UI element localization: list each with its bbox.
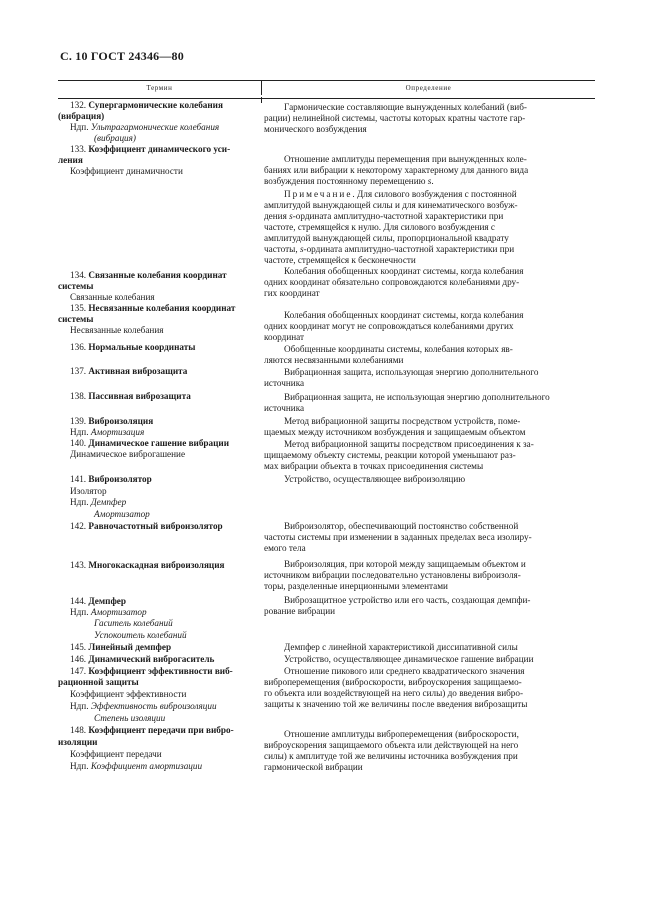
definition-line	[264, 176, 434, 187]
definition-line-text: частоты системы при изменении в заданных пределах веса изолиру-	[264, 532, 532, 542]
term-line	[58, 281, 93, 292]
term-line-text: Амортизатор	[94, 509, 150, 519]
definition-line-text: Отношение пикового или среднего квадратического значения	[284, 666, 525, 676]
term-line-text: Супергармонические колебания	[88, 100, 223, 110]
term-line-text: Демпфер	[88, 596, 126, 606]
definition-line	[264, 165, 528, 176]
term-line-text: Амортизатор	[90, 607, 147, 617]
term-line-text: Нормальные координаты	[88, 342, 196, 352]
term-line-text: 132.	[70, 100, 89, 110]
definition-line	[264, 699, 527, 710]
term-line-text: ления	[58, 155, 83, 165]
term-line-text: Демпфер	[90, 497, 127, 507]
definition-line	[264, 677, 522, 688]
definition-line-text: .	[431, 176, 434, 186]
definition-line-text: щищаемому объекту системы, реакции которой уменьшают раз-	[264, 450, 516, 460]
term-line	[58, 314, 93, 325]
definition-line	[264, 559, 526, 570]
column-header-definition: Определение	[405, 84, 452, 92]
term-line	[58, 677, 139, 688]
definition-line	[264, 233, 509, 244]
column-header-term: Термин	[146, 84, 173, 92]
definition-line-text: s	[289, 211, 293, 221]
definition-line-text: Отношение амплитуды перемещения при вынужденных коле-	[284, 154, 527, 164]
definition-line-text: . Для силового возбуждения с постоянной	[352, 189, 517, 199]
term-line	[58, 737, 97, 748]
definition-line	[264, 266, 523, 277]
definition-line-text: Гармонические составляющие вынужденных колебаний (виб-	[284, 102, 527, 112]
definition-line-text: мах вибрации объекта в точках присоединения системы	[264, 461, 484, 471]
definition-line	[264, 581, 448, 592]
term-line	[58, 144, 230, 155]
definition-line	[264, 355, 403, 366]
term-line-text: 133.	[70, 144, 89, 154]
definition-line	[264, 255, 416, 266]
definition-line	[264, 124, 367, 135]
term-line-text: Равночастотный виброизолятор	[88, 521, 223, 531]
definition-line-text: ляются несвязанными колебаниями	[264, 355, 404, 365]
definition-line-text: s	[299, 244, 304, 254]
definition-line-text: -ордината амплитудно-частотной характеристики при	[292, 211, 504, 221]
definition-line-text: частоте, стремящейся к нулю. Для силового возбуждения с	[264, 222, 496, 232]
term-line-text: Связанные колебания	[70, 292, 155, 302]
definition-line-text: Колебания обобщенных координат системы, когда колебания	[284, 310, 524, 320]
definition-line	[264, 344, 513, 355]
term-line	[58, 166, 183, 177]
term-line-text: 138.	[70, 391, 89, 401]
term-line	[58, 630, 187, 641]
definition-line-text: Виброизоляция, при которой между защищаемым объектом и	[284, 559, 526, 569]
definition-line-text: гих координат	[264, 288, 320, 298]
term-line-text: 146.	[70, 654, 89, 664]
term-line	[58, 749, 162, 760]
definition-line	[264, 543, 306, 554]
term-line-text: Эффективность виброизоляции	[90, 701, 217, 711]
term-line-text: Ндп.	[70, 761, 91, 771]
definition-line	[264, 244, 514, 255]
definition-line	[264, 211, 503, 222]
term-line-text: Ндп.	[70, 427, 91, 437]
definition-line-text: щаемых между источником возбуждения и защищаемым объектом	[264, 427, 526, 437]
definition-line	[264, 367, 538, 378]
term-line-text: Ндп.	[70, 701, 91, 711]
term-line	[58, 438, 229, 449]
term-line-text: Гаситель колебаний	[94, 618, 173, 628]
term-line-text: 139.	[70, 416, 89, 426]
definition-line-text: Примечание	[284, 189, 353, 199]
term-line-text: Коэффициент амортизации	[90, 761, 203, 771]
definition-line-text: Устройство, осуществляющее динамическое гашение вибрации	[284, 654, 534, 664]
term-line	[58, 416, 153, 427]
term-line-text: Несвязанные колебания координат	[88, 303, 236, 313]
term-line	[58, 100, 223, 111]
definition-line-text: рации) нелинейной системы, частоты которых кратны частоте гар-	[264, 113, 526, 123]
definition-line	[264, 688, 523, 699]
term-line	[58, 560, 225, 571]
definition-line	[264, 595, 530, 606]
definition-line-text: защиты к значению той же величины после введения виброзащиты	[264, 699, 528, 709]
term-line-text: Линейный демпфер	[88, 642, 172, 652]
term-line	[58, 607, 147, 618]
definition-line-text: амплитудой вынуждающей силы, пропорциональной квадрату	[264, 233, 509, 243]
definition-line	[264, 189, 517, 200]
definition-line	[264, 666, 525, 677]
term-line-text: Коэффициент динамического уси-	[88, 144, 231, 154]
term-line-text: изоляции	[58, 737, 98, 747]
term-line-text: системы	[58, 314, 94, 324]
page-header: С. 10 ГОСТ 24346—80	[60, 49, 184, 63]
table-header	[58, 80, 595, 99]
term-line-text: Динамический виброгаситель	[88, 654, 215, 664]
definition-line-text: координат	[264, 332, 305, 342]
definition-line-text: Колебания обобщенных координат системы, когда колебания	[284, 266, 524, 276]
definition-line-text: источником вибрации последовательно установлены виброизоля-	[264, 570, 521, 580]
definition-line-text: емого тела	[264, 543, 306, 553]
term-line-text: Ндп.	[70, 607, 91, 617]
definition-line-text: силы) к амплитуде той же величины источника возбуждения при	[264, 751, 518, 761]
definition-line-text: Вибрационная защита, не использующая энергию дополнительного	[284, 392, 550, 402]
term-line-text: (вибрация)	[94, 133, 136, 143]
definition-line	[264, 154, 527, 165]
definition-line-text: Метод вибрационной защиты посредством присоединения к за-	[284, 439, 534, 449]
term-line-text: 135.	[70, 303, 89, 313]
term-line-text: Коэффициент динамичности	[70, 166, 183, 176]
term-line-text: Ндп.	[70, 497, 91, 507]
term-line-text: 136.	[70, 342, 89, 352]
term-line	[58, 521, 223, 532]
definition-line-text: Обобщенные координаты системы, колебания которых яв-	[284, 344, 513, 354]
definition-line	[264, 461, 483, 472]
term-line	[58, 618, 173, 629]
term-line	[58, 366, 187, 377]
term-line	[58, 133, 136, 144]
definition-line	[264, 521, 518, 532]
definition-line-text: Метод вибрационной защиты посредством устройств, поме-	[284, 416, 521, 426]
definition-line-text: Устройство, осуществляющее виброизоляцию	[284, 474, 466, 484]
term-line	[58, 449, 185, 460]
term-line	[58, 596, 126, 607]
term-line-text: 145.	[70, 642, 89, 652]
definition-line-text: возбуждения постоянному перемещению	[264, 176, 428, 186]
term-line-text: Ндп.	[70, 122, 91, 132]
term-line-text: Коэффициент передачи	[70, 749, 162, 759]
term-line	[58, 689, 186, 700]
definition-line-text: виброперемещения (виброскорости, виброускорения защищаемо-	[264, 677, 522, 687]
definition-line	[264, 288, 320, 299]
term-line-text: Динамическое виброгашение	[70, 449, 186, 459]
term-line	[58, 342, 195, 353]
term-line-text: 148.	[70, 725, 89, 735]
column-divider	[261, 80, 262, 95]
term-line-text: Ультрагармонические колебания	[90, 122, 220, 132]
definition-line-text: торы, разделенные инерционными элементами	[264, 581, 448, 591]
term-line-text: (вибрация)	[58, 111, 105, 121]
definition-line-text: монического возбуждения	[264, 124, 367, 134]
definition-line	[264, 532, 532, 543]
term-line	[58, 654, 214, 665]
term-line-text: 141.	[70, 474, 89, 484]
term-line-text: Пассивная виброзащита	[88, 391, 191, 401]
term-line-text: 144.	[70, 596, 89, 606]
term-line-text: системы	[58, 281, 94, 291]
definition-line-text: Виброзащитное устройство или его часть, создающая демпфи-	[284, 595, 531, 605]
definition-line	[264, 654, 534, 665]
definition-line-text: рование вибрации	[264, 606, 336, 616]
definition-line	[264, 403, 304, 414]
term-line-text: Изолятор	[70, 486, 107, 496]
term-line-text: Несвязанные колебания	[70, 325, 164, 335]
definition-line-text: источника	[264, 403, 305, 413]
definition-line	[264, 762, 363, 773]
definition-line	[264, 416, 520, 427]
term-line	[58, 666, 233, 677]
definition-line	[264, 642, 518, 653]
term-line	[58, 713, 165, 724]
definition-line	[264, 321, 514, 332]
definition-line	[264, 200, 518, 211]
term-line	[58, 303, 235, 314]
term-line-text: 142.	[70, 521, 89, 531]
term-line-text: Амортизация	[90, 427, 145, 437]
term-line-text: 143.	[70, 560, 89, 570]
term-line-text: Успокоитель колебаний	[94, 630, 187, 640]
term-line	[58, 155, 83, 166]
term-line-text: Динамическое гашение вибрации	[88, 438, 230, 448]
definition-line-text: Вибрационная защита, использующая энергию дополнительного	[284, 367, 539, 377]
definition-line	[264, 102, 527, 113]
term-line	[58, 270, 227, 281]
definition-line-text: s	[427, 176, 432, 186]
term-line	[58, 427, 144, 438]
definition-line	[264, 729, 519, 740]
term-line	[58, 122, 219, 133]
definition-line	[264, 378, 304, 389]
term-line	[58, 391, 191, 402]
definition-line-text: одних координат обязательно сопровождаются колебаниями дру-	[264, 277, 520, 287]
term-line	[58, 497, 126, 508]
term-line	[58, 761, 202, 772]
term-line-text: Связанные колебания координат	[88, 270, 227, 280]
term-line-text: Коэффициент эффективности виб-	[88, 666, 233, 676]
term-line-text: рационной защиты	[58, 677, 139, 687]
term-line-text: 147.	[70, 666, 89, 676]
term-line	[58, 111, 104, 122]
term-line	[58, 325, 164, 336]
definition-line	[264, 606, 335, 617]
definition-line-text: амплитудой вынуждающей силы и для кинематического возбуж-	[264, 200, 518, 210]
definition-line	[264, 310, 523, 321]
term-line	[58, 509, 150, 520]
definition-line-text: одних координат могут не сопровождаться колебаниями других	[264, 321, 514, 331]
definition-line-text: дения	[264, 211, 290, 221]
term-line-text: Коэффициент передачи при вибро-	[88, 725, 234, 735]
definition-line-text: гармонической вибрации	[264, 762, 363, 772]
term-line-text: 137.	[70, 366, 89, 376]
definition-line	[264, 450, 516, 461]
definition-line	[264, 474, 465, 485]
definition-line-text: баниях или вибрации к некоторому характерному для данного вида	[264, 165, 529, 175]
term-line-text: Степень изоляции	[94, 713, 166, 723]
term-line	[58, 725, 234, 736]
definition-line-text: Виброизолятор, обеспечивающий постоянство собственной	[284, 521, 519, 531]
term-line	[58, 474, 152, 485]
term-line	[58, 701, 217, 712]
term-line	[58, 292, 155, 303]
definition-line-text: Демпфер с линейной характеристикой диссипативной силы	[284, 642, 518, 652]
definition-line	[264, 392, 550, 403]
definition-line	[264, 113, 525, 124]
definition-line-text: источника	[264, 378, 305, 388]
term-line-text: Многокаскадная виброизоляция	[88, 560, 225, 570]
definition-line	[264, 222, 495, 233]
term-line-text: Активная виброзащита	[88, 366, 188, 376]
term-line	[58, 642, 171, 653]
term-line	[58, 486, 107, 497]
column-divider-tick	[261, 97, 262, 103]
definition-line	[264, 751, 518, 762]
definition-line-text: -ордината амплитудно-частотной характеристики при	[303, 244, 515, 254]
definition-line	[264, 277, 519, 288]
term-line-text: 140.	[70, 438, 89, 448]
definition-line	[264, 439, 534, 450]
term-line-text: Виброизоляция	[88, 416, 154, 426]
definition-line	[264, 570, 521, 581]
term-line-text: Коэффициент эффективности	[70, 689, 187, 699]
definition-line	[264, 427, 525, 438]
definition-line-text: Отношение амплитуды виброперемещения (виброскорости,	[284, 729, 519, 739]
definition-line-text: частоте, стремящейся к бесконечности	[264, 255, 416, 265]
definition-line	[264, 332, 304, 343]
definition-line-text: го объекта или воздействующей на него силы) до введения вибро-	[264, 688, 524, 698]
definition-line	[264, 740, 518, 751]
term-line-text: Виброизолятор	[88, 474, 152, 484]
definition-line-text: виброускорения защищаемого объекта или действующей на него	[264, 740, 519, 750]
term-line-text: 134.	[70, 270, 89, 280]
definition-line-text: частоты,	[264, 244, 300, 254]
